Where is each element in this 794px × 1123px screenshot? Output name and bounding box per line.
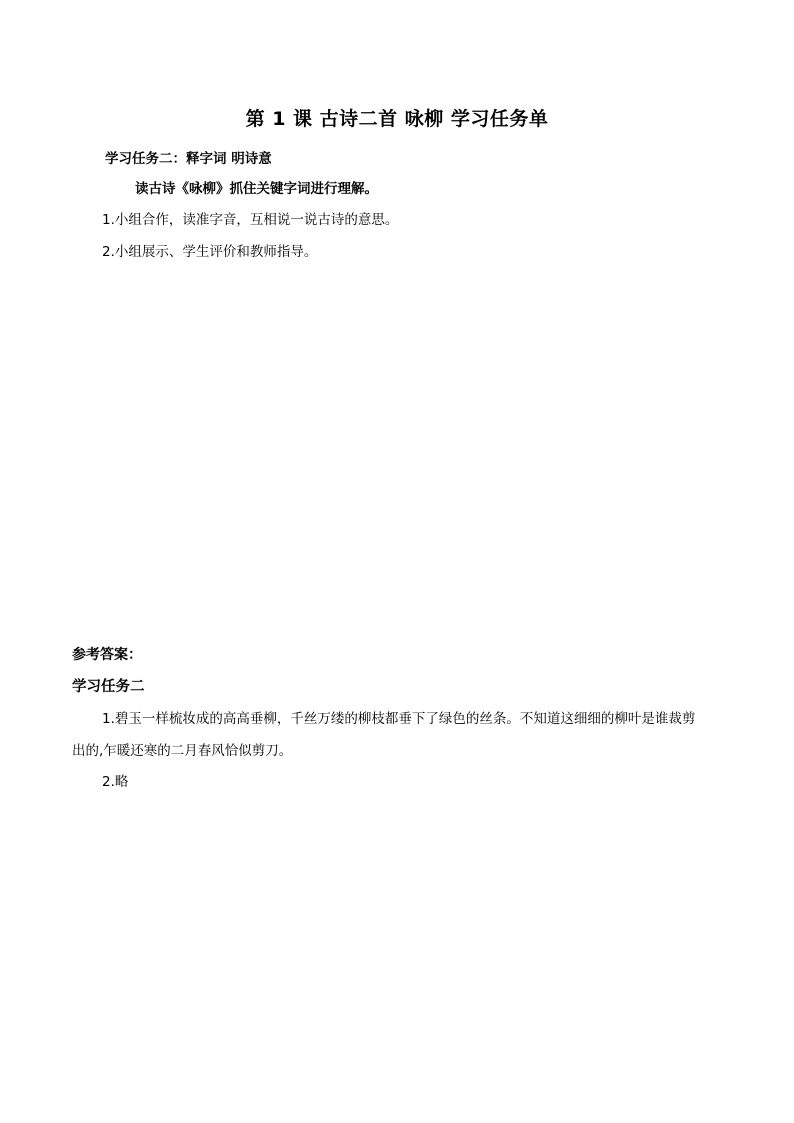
reference-answer-label: 参考答案：: [72, 647, 142, 663]
task-item-1: 1.小组合作，读准字音，互相说一说古诗的意思。: [102, 212, 399, 228]
page-title: 第 1 课 古诗二首 咏柳 学习任务单: [245, 108, 549, 130]
answer-1-line-1: 1.碧玉一样梳妆成的高高垂柳，千丝万缕的柳枝都垂下了绿色的丝条。不知道这细细的柳叶是谁裁剪: [102, 711, 696, 727]
reference-task-heading: 学习任务二: [72, 679, 145, 695]
answer-1-line-2: 出的,乍暖还寒的二月春风恰似剪刀。: [72, 743, 293, 759]
task-instruction: 读古诗《咏柳》抓住关键字词进行理解。: [135, 181, 378, 197]
task-heading: 学习任务二：释字词 明诗意: [105, 151, 272, 167]
task-item-2: 2.小组展示、学生评价和教师指导。: [102, 244, 318, 260]
answer-2: 2.略: [102, 774, 129, 790]
